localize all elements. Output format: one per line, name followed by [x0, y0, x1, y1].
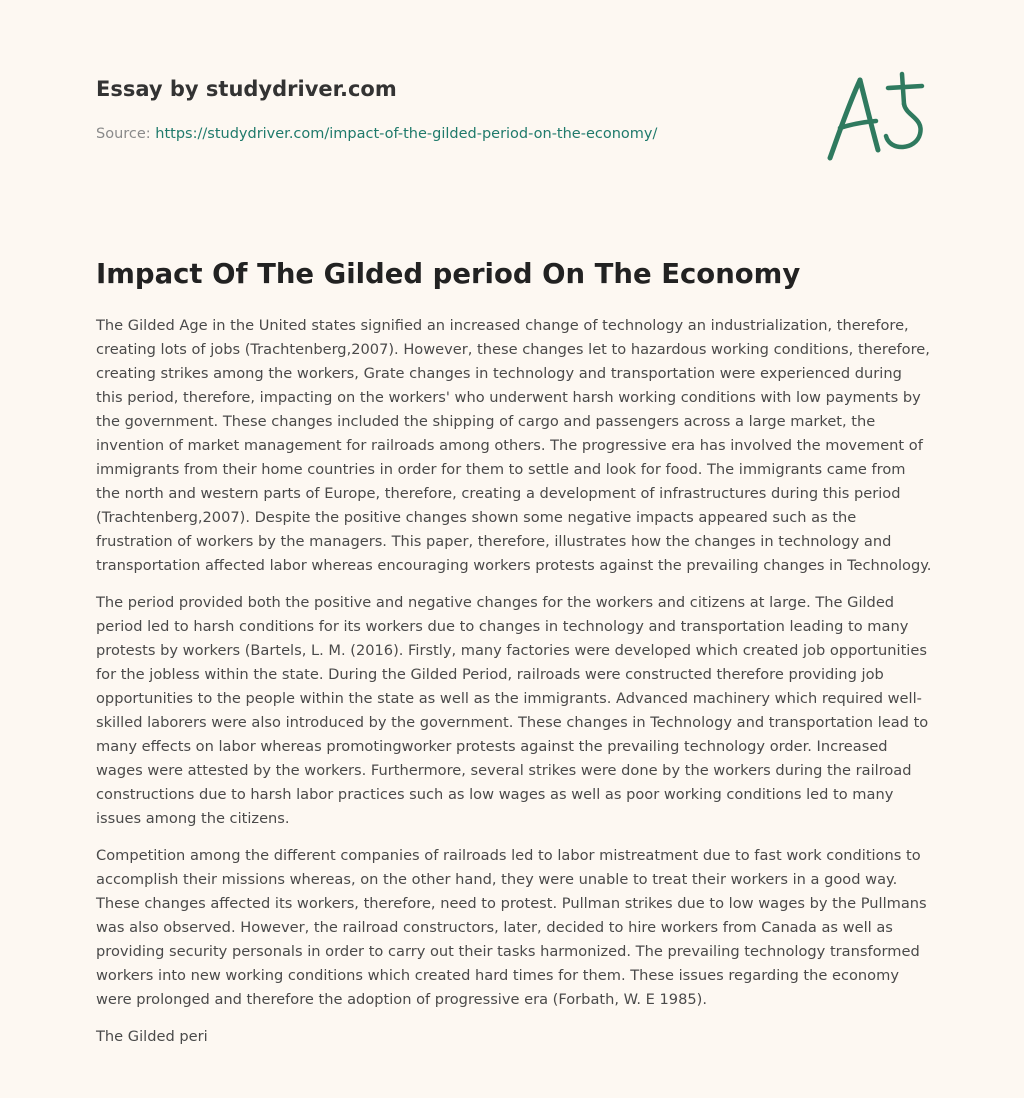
essay-body	[96, 314, 932, 1062]
a-plus-logo-icon	[820, 66, 930, 166]
essay-paragraph-1: The Gilded Age in the United states signified an increased change of technology an industrialization, therefore, creating lots of jobs (Trachtenberg,2007). However, these changes let to hazardous working conditions, therefore, creating strikes among the workers, Grate changes in technology and transportation were experienced during this period, therefore, impacting on the workers' who underwent harsh working conditions with low payments by the government. These changes included the shipping of cargo and passengers across a large market, the invention of market management for railroads among others. The progressive era has involved the movement of immigrants from their home countries in order for them to settle and look for food. The immigrants came from the north and western parts of Europe, therefore, creating a development of infrastructures during this period (Trachtenberg,2007). Despite the positive changes shown some negative impacts appeared such as the frustration of workers by the managers. This paper, therefore, illustrates how the changes in technology and transportation affected labor whereas encouraging workers protests against the prevailing changes in Technology.	[96, 317, 932, 574]
essay-paragraph-3: Competition among the different companies of railroads led to labor mistreatment due to fast work conditions to accomplish their missions whereas, on the other hand, they were unable to treat their workers in a good way. These changes affected its workers, therefore, need to protest. Pullman strikes due to low wages by the Pullmans was also observed. However, the railroad constructors, later, decided to hire workers from Canada as well as providing security personals in order to carry out their tasks harmonized. The prevailing technology transformed workers into new working conditions which created hard times for them. These issues regarding the economy were prolonged and therefore the adoption of progressive era (Forbath, W. E 1985).	[96, 847, 927, 1008]
source-line	[96, 124, 796, 144]
site-title: Essay by studydriver.com	[96, 77, 397, 101]
source-label: Source:	[96, 126, 156, 142]
essay-title: Impact Of The Gilded period On The Economy	[96, 258, 801, 290]
essay-paragraph-2: The period provided both the positive and negative changes for the workers and citizens at large. The Gilded period led to harsh conditions for its workers due to changes in technology and transportation leading to many protests by workers (Bartels, L. M. (2016). Firstly, many factories were developed which created job opportunities for the jobless within the state. During the Gilded Period, railroads were constructed therefore providing job opportunities to the people within the state as well as the immigrants. Advanced machinery which required well-skilled laborers were also introduced by the government. These changes in Technology and transportation lead to many effects on labor whereas promotingworker protests against the prevailing technology order. Increased wages were attested by the workers. Furthermore, several strikes were done by the workers during the railroad constructions due to harsh labor practices such as low wages as well as poor working conditions led to many issues among the citizens.	[96, 594, 929, 827]
source-link[interactable]: https://studydriver.com/impact-of-the-gilded-period-on-the-economy/	[155, 126, 658, 142]
document-header	[96, 74, 796, 144]
essay-paragraph-4: The Gilded peri	[96, 1028, 208, 1045]
